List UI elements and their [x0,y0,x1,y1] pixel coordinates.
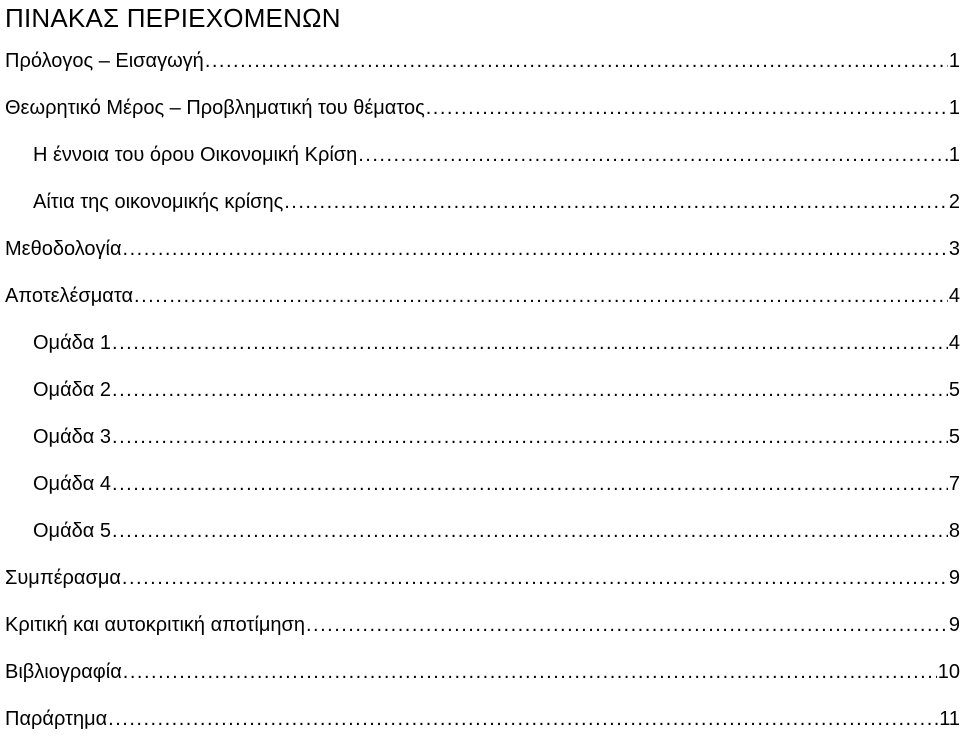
toc-entry-label: Ομάδα 1 [33,332,112,354]
toc-entry-appendix[interactable] [0,699,960,746]
toc-entry-label: Βιβλιογραφία [5,661,122,683]
toc-dot-leader [123,229,948,269]
toc-page-number: 5 [948,379,960,401]
toc-entry-label: Αίτια της οικονομικής κρίσης [33,191,284,213]
toc-dot-leader [108,699,938,739]
toc-entry-label: Ομάδα 2 [33,379,112,401]
toc-entry-label: Παράρτημα [5,708,108,730]
toc-dot-leader [358,135,948,175]
toc-dot-leader [112,417,948,457]
toc-entry-prologue[interactable] [0,41,960,88]
toc-entry-label: Μεθοδολογία [5,238,122,260]
toc-entry-methodology[interactable] [0,229,960,276]
toc-page-number: 9 [948,567,960,589]
toc-page-number: 1 [948,50,960,72]
toc-dot-leader [306,605,948,645]
toc-entry-label: Ομάδα 3 [33,426,112,448]
toc-dot-leader [112,370,948,410]
toc-entry-group-5[interactable] [0,511,960,558]
toc-entry-label: Ομάδα 5 [33,520,112,542]
toc-page-number: 10 [937,661,960,683]
toc-entry-label: Συμπέρασμα [5,567,121,589]
toc-dot-leader [112,464,948,504]
toc-entry-conclusion[interactable] [0,558,960,605]
toc-entry-crisis-causes[interactable] [0,182,960,229]
toc-entry-label: Πρόλογος – Εισαγωγή [5,50,204,72]
toc-page-number: 8 [948,520,960,542]
toc-entry-label: Θεωρητικό Μέρος – Προβληματική του θέματος [5,97,425,119]
toc-page-number: 4 [948,332,960,354]
toc-page-number: 2 [948,191,960,213]
toc-entry-group-1[interactable] [0,323,960,370]
toc-entry-theory[interactable] [0,88,960,135]
toc-page-number: 1 [948,97,960,119]
toc-entry-critique[interactable] [0,605,960,652]
toc-entry-group-3[interactable] [0,417,960,464]
toc-entry-group-4[interactable] [0,464,960,511]
toc-page-number: 4 [948,285,960,307]
toc-dot-leader [284,182,948,222]
toc-entry-label: Κριτική και αυτοκριτική αποτίμηση [5,614,305,636]
toc-dot-leader [134,276,948,316]
toc-entry-label: Αποτελέσματα [5,285,134,307]
toc-dot-leader [426,88,948,128]
toc-entry-group-2[interactable] [0,370,960,417]
toc-list [0,41,960,746]
toc-page-number: 1 [948,144,960,166]
toc-entry-results[interactable] [0,276,960,323]
toc-entry-label: Ομάδα 4 [33,473,112,495]
toc-dot-leader [122,558,948,598]
toc-page-number: 3 [948,238,960,260]
toc-page-number: 9 [948,614,960,636]
toc-dot-leader [205,41,948,81]
toc-entry-crisis-concept[interactable] [0,135,960,182]
toc-dot-leader [123,652,937,692]
toc-dot-leader [112,323,948,363]
toc-page-number: 11 [939,708,960,730]
toc-entry-bibliography[interactable] [0,652,960,699]
toc-title: ΠΙΝΑΚΑΣ ΠΕΡΙΕΧΟΜΕΝΩΝ [5,3,341,33]
toc-entry-label: Η έννοια του όρου Οικονομική Κρίση [33,144,358,166]
toc-page-number: 7 [948,473,960,495]
toc-page-number: 5 [948,426,960,448]
toc-dot-leader [112,511,948,551]
